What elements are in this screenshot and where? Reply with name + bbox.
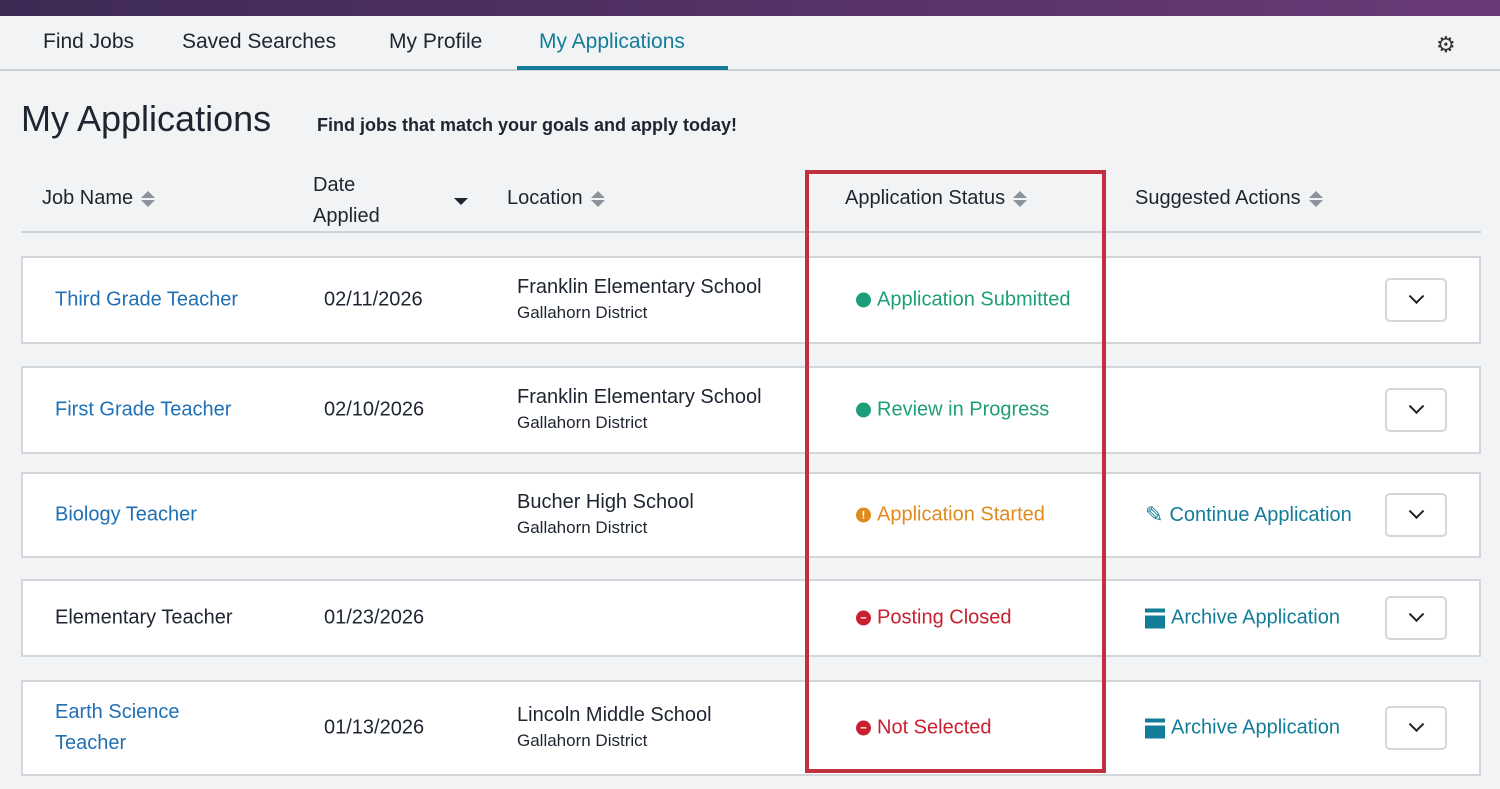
- table-row: [21, 472, 1481, 558]
- chevron-down-icon: [1408, 503, 1424, 519]
- row-expand-button[interactable]: [1385, 706, 1447, 750]
- archive-icon: [1145, 608, 1165, 628]
- date-applied: 02/11/2026: [324, 288, 423, 311]
- header-location[interactable]: [507, 187, 605, 210]
- date-applied: 02/10/2026: [324, 398, 425, 421]
- action-label: Continue Application: [1169, 503, 1352, 526]
- school-name: Lincoln Middle School: [517, 704, 712, 726]
- sort-icon: [1013, 191, 1027, 207]
- job-name-link[interactable]: Third Grade Teacher: [55, 288, 239, 311]
- gear-icon[interactable]: ⚙: [1436, 32, 1456, 57]
- chevron-down-icon: [1408, 716, 1424, 732]
- status-label: Posting Closed: [877, 606, 1012, 629]
- header-job-name[interactable]: [42, 187, 155, 210]
- date-applied: 01/13/2026: [324, 716, 425, 739]
- sort-icon: [1309, 191, 1323, 207]
- status-success-icon: [856, 293, 871, 308]
- status-label: Review in Progress: [877, 398, 1050, 421]
- table-row: [21, 680, 1481, 776]
- job-name-link[interactable]: First Grade Teacher: [55, 398, 232, 421]
- job-name-link[interactable]: Biology Teacher: [55, 503, 197, 526]
- tab-my-profile[interactable]: My Profile: [389, 30, 483, 53]
- header-label: Location: [507, 187, 583, 209]
- status-success-icon: [856, 403, 871, 418]
- header-date-applied[interactable]: [313, 170, 468, 232]
- status-badge: [856, 717, 992, 740]
- sort-desc-icon: [454, 198, 468, 205]
- location: [517, 385, 762, 435]
- table-row: [21, 256, 1481, 344]
- school-name: Franklin Elementary School: [517, 386, 762, 408]
- row-expand-button[interactable]: [1385, 596, 1447, 640]
- row-expand-button[interactable]: [1385, 493, 1447, 537]
- job-name-link: Elementary Teacher: [55, 606, 233, 629]
- action-label: Archive Application: [1171, 606, 1340, 629]
- suggested-action-link[interactable]: [1145, 502, 1352, 528]
- status-error-icon: −: [856, 721, 871, 736]
- status-warning-icon: !: [856, 508, 871, 523]
- job-name-link[interactable]: Earth Science Teacher: [55, 701, 180, 754]
- district-name: Gallahorn District: [517, 518, 648, 537]
- header-label: Job Name: [42, 187, 134, 209]
- district-name: Gallahorn District: [517, 731, 648, 750]
- status-badge: [856, 399, 1049, 422]
- table-row: [21, 579, 1481, 657]
- chevron-down-icon: [1408, 606, 1424, 622]
- sort-icon: [591, 191, 605, 207]
- header-label: Application Status: [845, 187, 1006, 209]
- location: [517, 703, 712, 753]
- district-name: Gallahorn District: [517, 413, 648, 432]
- status-label: Application Started: [877, 503, 1045, 526]
- date-applied: 01/23/2026: [324, 606, 425, 629]
- location: [517, 275, 762, 325]
- table-row: [21, 366, 1481, 454]
- chevron-down-icon: [1408, 398, 1424, 414]
- status-label: Application Submitted: [877, 288, 1071, 311]
- school-name: Bucher High School: [517, 491, 694, 513]
- district-name: Gallahorn District: [517, 303, 648, 322]
- main-nav: [0, 16, 1500, 71]
- status-error-icon: −: [856, 611, 871, 626]
- active-tab-indicator: [517, 66, 728, 70]
- action-label: Archive Application: [1171, 716, 1340, 739]
- row-expand-button[interactable]: [1385, 388, 1447, 432]
- header-application-status[interactable]: [845, 187, 1027, 210]
- status-badge: [856, 607, 1012, 630]
- sort-icon: [141, 191, 155, 207]
- page-subtitle: Find jobs that match your goals and apply today!: [317, 115, 738, 135]
- archive-icon: [1145, 718, 1165, 738]
- school-name: Franklin Elementary School: [517, 276, 762, 298]
- row-expand-button[interactable]: [1385, 278, 1447, 322]
- pencil-icon: ✎: [1145, 502, 1164, 527]
- header-divider: [21, 231, 1481, 233]
- page-title: My Applications: [21, 98, 272, 139]
- top-brand-bar: [0, 0, 1500, 16]
- location: [517, 490, 694, 540]
- status-label: Not Selected: [877, 716, 992, 739]
- status-badge: [856, 289, 1070, 312]
- chevron-down-icon: [1408, 288, 1424, 304]
- header-label: Suggested Actions: [1135, 187, 1301, 209]
- tab-find-jobs[interactable]: Find Jobs: [43, 30, 135, 53]
- tab-my-applications[interactable]: My Applications: [539, 30, 685, 53]
- status-badge: [856, 504, 1045, 527]
- header-label: Date Applied: [313, 174, 380, 227]
- suggested-action-link[interactable]: [1145, 607, 1340, 630]
- suggested-action-link[interactable]: [1145, 717, 1340, 740]
- tab-saved-searches[interactable]: Saved Searches: [182, 30, 337, 53]
- header-suggested-actions[interactable]: [1135, 187, 1323, 210]
